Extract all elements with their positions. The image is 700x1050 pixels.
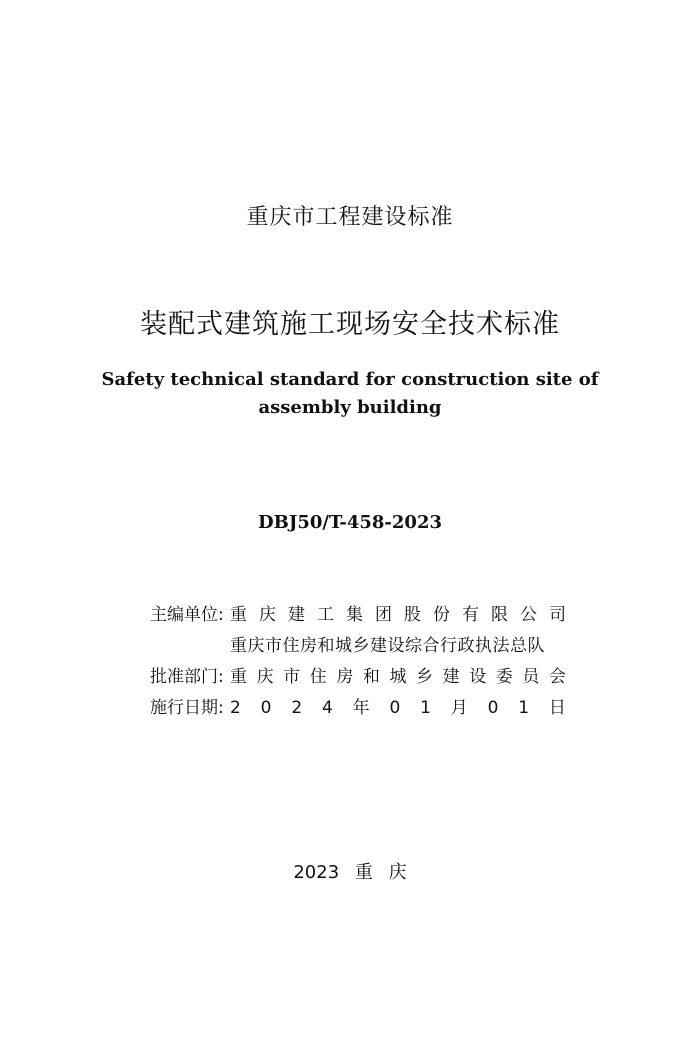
effective-date-label: 施行日期: [150, 698, 224, 718]
footer-year-place: 2023 重 庆 [293, 862, 407, 883]
char: 日 [548, 698, 566, 718]
char: 限 [491, 605, 508, 625]
char: 会 [548, 667, 566, 687]
editor-value-2: 重庆市住房和城乡建设综合行政执法总队 [230, 636, 545, 656]
char: 和 [362, 667, 380, 687]
editor-row [150, 600, 570, 631]
char: 员 [522, 667, 540, 687]
char: 庆 [256, 667, 274, 687]
char: 集 [346, 605, 363, 625]
title-english-line-1: Safety technical standard for construction site of [101, 369, 599, 390]
info-block [150, 600, 570, 724]
char: 庆 [259, 605, 276, 625]
char: 0 [260, 698, 272, 718]
char: 设 [469, 667, 487, 687]
editor-row-2 [150, 631, 570, 662]
char: 2 [230, 698, 241, 718]
char: 份 [433, 605, 450, 625]
char: 司 [549, 605, 566, 625]
editor-label: 主编单位: [150, 605, 224, 625]
series-title: 重庆市工程建设标准 [246, 205, 454, 230]
char: 0 [389, 698, 401, 718]
standard-code: DBJ50/T-458-2023 [258, 512, 442, 533]
char: 重 [230, 667, 247, 687]
char: 1 [518, 698, 530, 718]
char: 年 [352, 698, 370, 718]
char: 0 [487, 698, 499, 718]
title-chinese: 装配式建筑施工现场安全技术标准 [140, 309, 560, 340]
char: 乡 [416, 667, 434, 687]
char: 公 [520, 605, 537, 625]
char: 房 [336, 667, 354, 687]
char: 月 [450, 698, 468, 718]
approver-label: 批准部门: [150, 667, 224, 687]
char: 有 [462, 605, 479, 625]
effective-date-row [150, 693, 570, 724]
title-english-line-2: assembly building [258, 397, 442, 418]
char: 1 [420, 698, 431, 718]
char: 建 [442, 667, 460, 687]
approver-value [230, 662, 566, 693]
char: 住 [309, 667, 327, 687]
char: 委 [495, 667, 513, 687]
title-english [0, 366, 700, 422]
char: 2 [291, 698, 303, 718]
effective-date-value [230, 693, 566, 724]
char: 建 [288, 605, 305, 625]
char: 4 [321, 698, 333, 718]
char: 工 [317, 605, 334, 625]
char: 股 [404, 605, 421, 625]
approver-row [150, 662, 570, 693]
char: 重 [230, 605, 247, 625]
editor-value [230, 600, 566, 631]
char: 市 [283, 667, 301, 687]
char: 团 [375, 605, 392, 625]
char: 城 [389, 667, 407, 687]
